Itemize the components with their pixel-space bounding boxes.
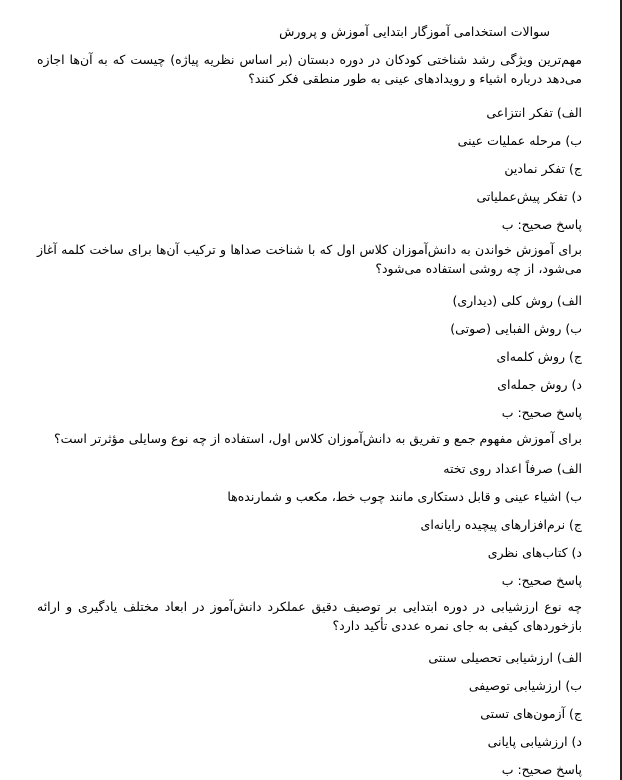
question-2 — [37, 240, 582, 279]
option-b: ب) ارزشیابی توصیفی — [468, 678, 582, 693]
correct-answer: پاسخ صحیح: ب — [501, 405, 582, 420]
question-1 — [37, 50, 582, 89]
option-a: الف) صرفاً اعداد روی تخته — [443, 461, 582, 476]
question-3 — [37, 429, 582, 448]
option-c: ج) نرم‌افزارهای پیچیده رایانه‌ای — [420, 517, 582, 532]
option-b: ب) روش الفبایی (صوتی) — [450, 321, 582, 336]
question-text: مهم‌ترین ویژگی رشد شناختی کودکان در دوره دبستان (بر اساس نظریه پیاژه) چیست که به آن‌ها اجازه می‌دهد درباره اشیاء و رویدادهای عینی به طور منطقی فکر کنند؟ — [37, 52, 582, 87]
question-text: چه نوع ارزشیابی در دوره ابتدایی بر توصیف دقیق عملکرد دانش‌آموز در ابعاد مختلف یادگیری و ارائه بازخوردهای کیفی به جای نمره عددی تأکید دارد؟ — [37, 599, 582, 634]
option-a: الف) روش کلی (دیداری) — [452, 293, 582, 308]
option-d: د) کتاب‌های نظری — [487, 545, 582, 560]
option-a: الف) تفکر انتزاعی — [486, 105, 582, 120]
correct-answer: پاسخ صحیح: ب — [501, 217, 582, 232]
option-d: د) ارزشیابی پایانی — [487, 734, 582, 749]
option-d: د) روش جمله‌ای — [497, 377, 582, 392]
page-title: سوالات استخدامی آموزگار ابتدایی آموزش و پرورش — [279, 24, 550, 39]
option-d: د) تفکر پیش‌عملیاتی — [476, 189, 582, 204]
option-b: ب) اشیاء عینی و قابل دستکاری مانند چوب خط، مکعب و شمارنده‌ها — [227, 489, 582, 504]
option-b: ب) مرحله عملیات عینی — [457, 133, 582, 148]
option-c: ج) روش کلمه‌ای — [496, 349, 582, 364]
correct-answer: پاسخ صحیح: ب — [501, 762, 582, 777]
option-a: الف) ارزشیابی تحصیلی سنتی — [428, 650, 582, 665]
option-c: ج) تفکر نمادین — [504, 161, 582, 176]
question-text: برای آموزش مفهوم جمع و تفریق به دانش‌آموزان کلاس اول، استفاده از چه نوع وسایلی مؤثرتر است؟ — [53, 431, 582, 446]
correct-answer: پاسخ صحیح: ب — [501, 573, 582, 588]
option-c: ج) آزمون‌های تستی — [480, 706, 582, 721]
question-4 — [37, 597, 582, 636]
question-text: برای آموزش خواندن به دانش‌آموزان کلاس اول که با شناخت صداها و ترکیب آن‌ها برای ساخت کلمه آغاز می‌شود، از چه روشی استفاده می‌شود؟ — [37, 242, 582, 277]
